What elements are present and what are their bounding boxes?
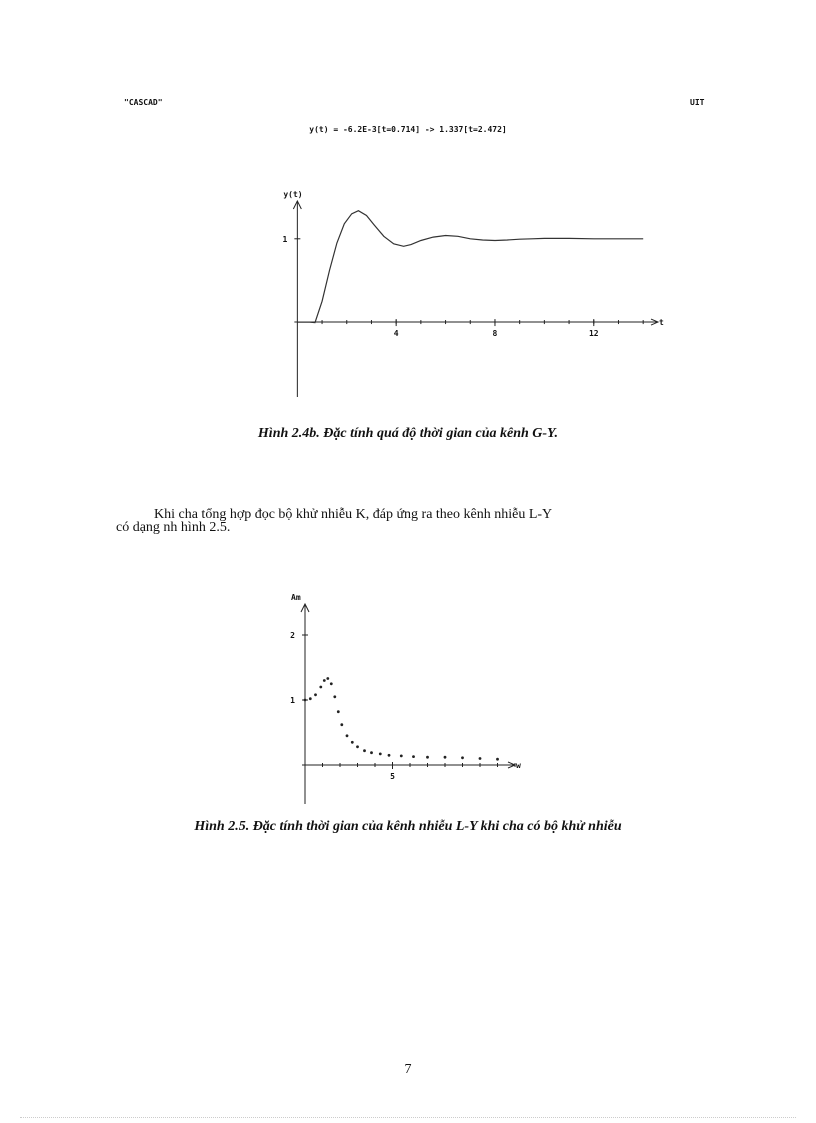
header-right-label: UIT <box>690 98 705 107</box>
x-axis-label: t <box>659 318 664 328</box>
x-tick-label-8: 8 <box>492 329 498 339</box>
data-point <box>351 741 354 744</box>
data-point <box>400 755 403 758</box>
figure-2-4b-caption: Hình 2.4b. Đặc tính quá độ thời gian của kênh G-Y. <box>257 426 559 441</box>
data-point <box>379 753 382 756</box>
data-point <box>426 756 429 759</box>
data-point <box>340 723 343 726</box>
figure-2-5-caption: Hình 2.5. Đặc tính thời gian của kênh nhiễu L-Y khi cha có bộ khử nhiễu <box>194 819 622 834</box>
data-point <box>319 686 322 689</box>
data-point <box>314 693 317 696</box>
x-axis-label: w <box>516 761 521 770</box>
y-tick-label-2: 2 <box>290 631 295 640</box>
x-tick-label-12: 12 <box>588 329 599 339</box>
footer-divider <box>20 1117 796 1118</box>
y-axis-label: Am <box>291 593 301 602</box>
data-point <box>444 756 447 759</box>
x-tick-label-5: 5 <box>390 772 395 781</box>
response-formula: y(t) = -6.2E-3[t=0.714] -> 1.337[t=2.472] <box>309 125 507 134</box>
body-paragraph <box>116 508 740 534</box>
paragraph-line-1: Khi cha tổng hợp đọc bộ khử nhiễu K, đáp ứng ra theo kênh nhiễu L-Y <box>154 507 553 522</box>
data-point <box>337 710 340 713</box>
header-program-name: "CASCAD" <box>124 98 163 107</box>
data-point <box>479 757 482 760</box>
data-point <box>412 755 415 758</box>
data-point <box>333 695 336 698</box>
data-point <box>309 697 312 700</box>
data-point <box>326 677 329 680</box>
data-point <box>370 751 373 754</box>
x-tick-label-4: 4 <box>393 329 399 339</box>
data-point <box>304 699 307 702</box>
page-number: 7 <box>404 1062 412 1077</box>
data-point <box>363 749 366 752</box>
y-axis-label: y(t) <box>283 190 303 199</box>
data-point <box>323 679 326 682</box>
paragraph-line-2: có dạng nh hình 2.5. <box>116 520 231 535</box>
data-point <box>346 734 349 737</box>
y-tick-label-1: 1 <box>282 234 288 244</box>
y-tick-label-1: 1 <box>290 696 295 705</box>
data-point <box>388 754 391 757</box>
data-point <box>356 745 359 748</box>
data-point <box>330 682 333 685</box>
frequency-response-chart <box>290 588 530 808</box>
series-line <box>297 211 643 323</box>
step-response-chart <box>280 185 665 400</box>
data-point <box>461 756 464 759</box>
data-point <box>496 758 499 761</box>
